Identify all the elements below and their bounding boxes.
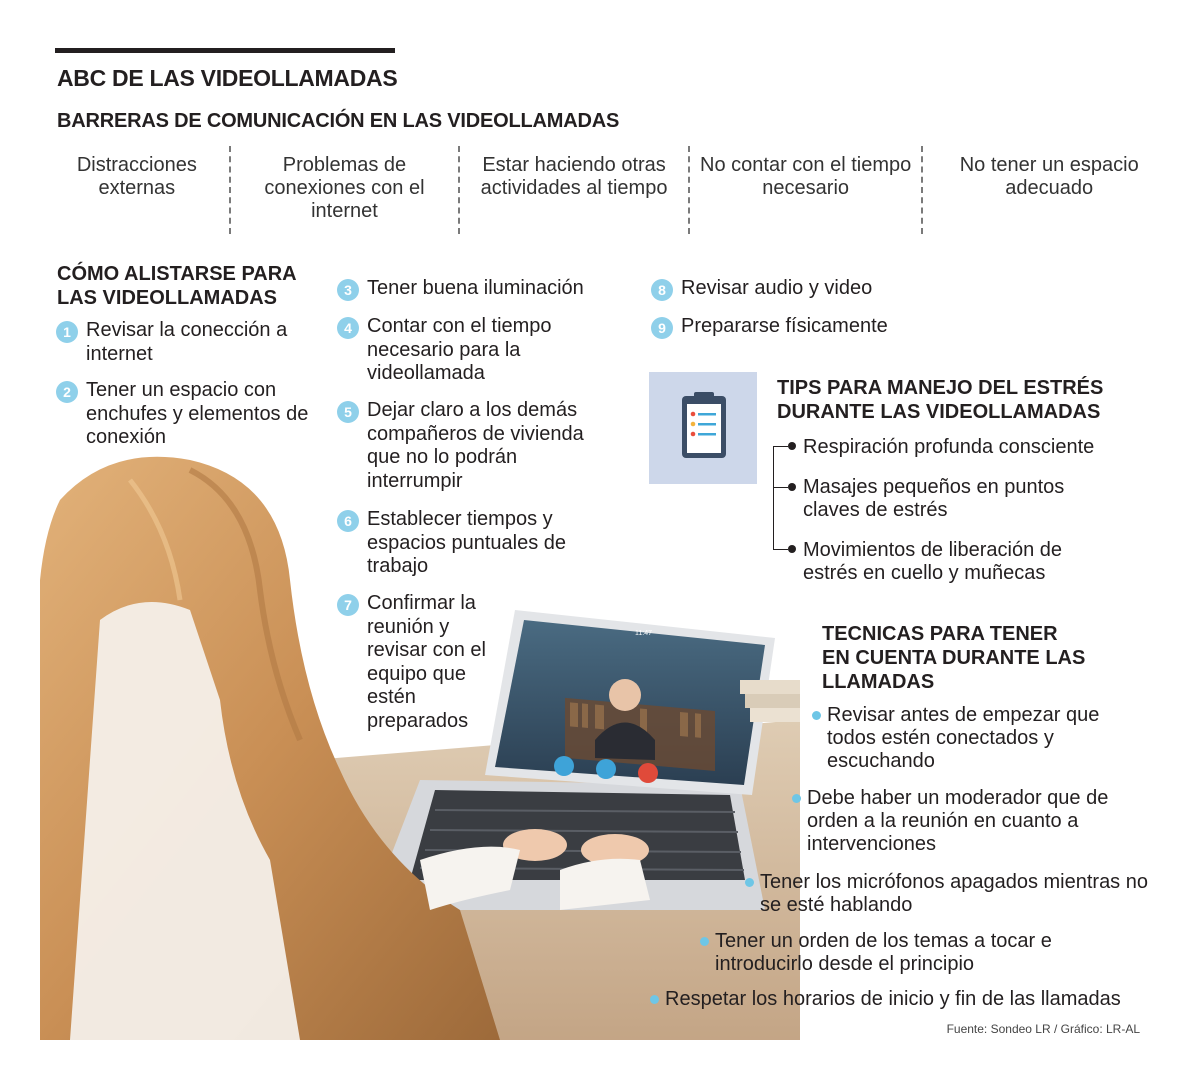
technique-item bbox=[650, 988, 1160, 1011]
step-number-badge: 5 bbox=[337, 401, 359, 423]
step-number-badge: 1 bbox=[56, 321, 78, 343]
prep-step bbox=[337, 592, 487, 733]
step-text: Establecer tiempos y espacios puntuales de trabajo bbox=[367, 508, 567, 577]
prep-step bbox=[651, 277, 951, 301]
step-text: Revisar la conección a internet bbox=[86, 319, 288, 365]
technique-bullet bbox=[700, 937, 709, 946]
source-credit: Fuente: Sondeo LR / Gráfico: LR-AL bbox=[946, 1022, 1140, 1036]
step-number-badge: 8 bbox=[651, 279, 673, 301]
tip-item: Masajes pequeños en puntos claves de estrés bbox=[803, 476, 1065, 521]
step-text: Dejar claro a los demás compañeros de vivienda que no lo podrán interrumpir bbox=[367, 399, 584, 492]
title-rule bbox=[55, 48, 395, 53]
technique-item bbox=[812, 704, 1112, 773]
techniques-heading-line: EN CUENTA DURANTE LAS bbox=[822, 647, 1086, 669]
step-text: Prepararse físicamente bbox=[681, 315, 888, 337]
screen-clock: 11:47 bbox=[635, 630, 652, 637]
step-number-badge: 9 bbox=[651, 317, 673, 339]
prep-heading bbox=[57, 262, 297, 310]
technique-bullet bbox=[812, 711, 821, 720]
tips-heading bbox=[777, 376, 1103, 424]
step-text: Confirmar la reunión y revisar con el equipo que estén preparados bbox=[367, 592, 486, 732]
prep-step bbox=[337, 508, 577, 579]
clipboard-icon bbox=[649, 372, 757, 484]
technique-text: Debe haber un moderador que de orden a la reunión en cuanto a intervenciones bbox=[807, 787, 1109, 855]
prep-step bbox=[337, 277, 627, 301]
barrier-item: Estar haciendo otras actividades al tiempo bbox=[480, 154, 668, 199]
technique-bullet bbox=[650, 995, 659, 1004]
barrier-item: Distracciones externas bbox=[76, 154, 197, 199]
barriers-row bbox=[45, 146, 1175, 234]
technique-bullet bbox=[745, 878, 754, 887]
step-text: Tener buena iluminación bbox=[367, 277, 584, 299]
techniques-heading-line: TECNICAS PARA TENER bbox=[822, 623, 1058, 645]
step-number-badge: 4 bbox=[337, 317, 359, 339]
step-text: Revisar audio y video bbox=[681, 277, 873, 299]
tip-bullet bbox=[788, 442, 796, 450]
prep-step bbox=[651, 315, 951, 339]
tip-bullet bbox=[788, 483, 796, 491]
prep-step bbox=[56, 379, 316, 450]
barriers-heading: BARRERAS DE COMUNICACIÓN EN LAS VIDEOLLAMADAS bbox=[57, 110, 620, 132]
step-number-badge: 7 bbox=[337, 594, 359, 616]
prep-step bbox=[337, 399, 607, 493]
technique-text: Tener un orden de los temas a tocar e introducirlo desde el principio bbox=[715, 930, 1052, 975]
step-text: Tener un espacio con enchufes y elementos de conexión bbox=[86, 379, 309, 448]
prep-step bbox=[56, 319, 306, 366]
barrier-item: No contar con el tiempo necesario bbox=[700, 154, 912, 199]
tips-connector-line bbox=[773, 446, 774, 550]
techniques-heading bbox=[822, 622, 1085, 694]
tips-heading-line: DURANTE LAS VIDEOLLAMADAS bbox=[777, 401, 1101, 423]
page-title: ABC DE LAS VIDEOLLAMADAS bbox=[57, 65, 398, 91]
technique-item bbox=[745, 871, 1155, 917]
prep-heading-line: LAS VIDEOLLAMADAS bbox=[57, 287, 277, 309]
barrier-item: No tener un espacio adecuado bbox=[959, 154, 1139, 199]
barrier-item: Problemas de conexiones con el internet bbox=[264, 154, 425, 222]
technique-text: Revisar antes de empezar que todos estén conectados y escuchando bbox=[827, 704, 1100, 772]
technique-bullet bbox=[792, 794, 801, 803]
technique-text: Tener los micrófonos apagados mientras no se esté hablando bbox=[760, 871, 1148, 916]
technique-text: Respetar los horarios de inicio y fin de las llamadas bbox=[665, 988, 1121, 1010]
tip-bullet bbox=[788, 545, 796, 553]
tips-connector-tick bbox=[774, 549, 788, 550]
step-number-badge: 6 bbox=[337, 510, 359, 532]
tips-connector-tick bbox=[774, 446, 788, 447]
tips-connector-tick bbox=[774, 487, 788, 488]
prep-heading-line: CÓMO ALISTARSE PARA bbox=[57, 263, 297, 285]
tip-item: Movimientos de liberación de estrés en cuello y muñecas bbox=[803, 539, 1063, 584]
prep-step bbox=[337, 315, 587, 386]
techniques-heading-line: LLAMADAS bbox=[822, 671, 935, 693]
step-text: Contar con el tiempo necesario para la videollamada bbox=[367, 315, 552, 384]
step-number-badge: 3 bbox=[337, 279, 359, 301]
tip-item: Respiración profunda consciente bbox=[803, 436, 1095, 458]
technique-item bbox=[700, 930, 1100, 976]
tips-heading-line: TIPS PARA MANEJO DEL ESTRÉS bbox=[777, 377, 1104, 399]
technique-item bbox=[792, 787, 1127, 856]
step-number-badge: 2 bbox=[56, 381, 78, 403]
